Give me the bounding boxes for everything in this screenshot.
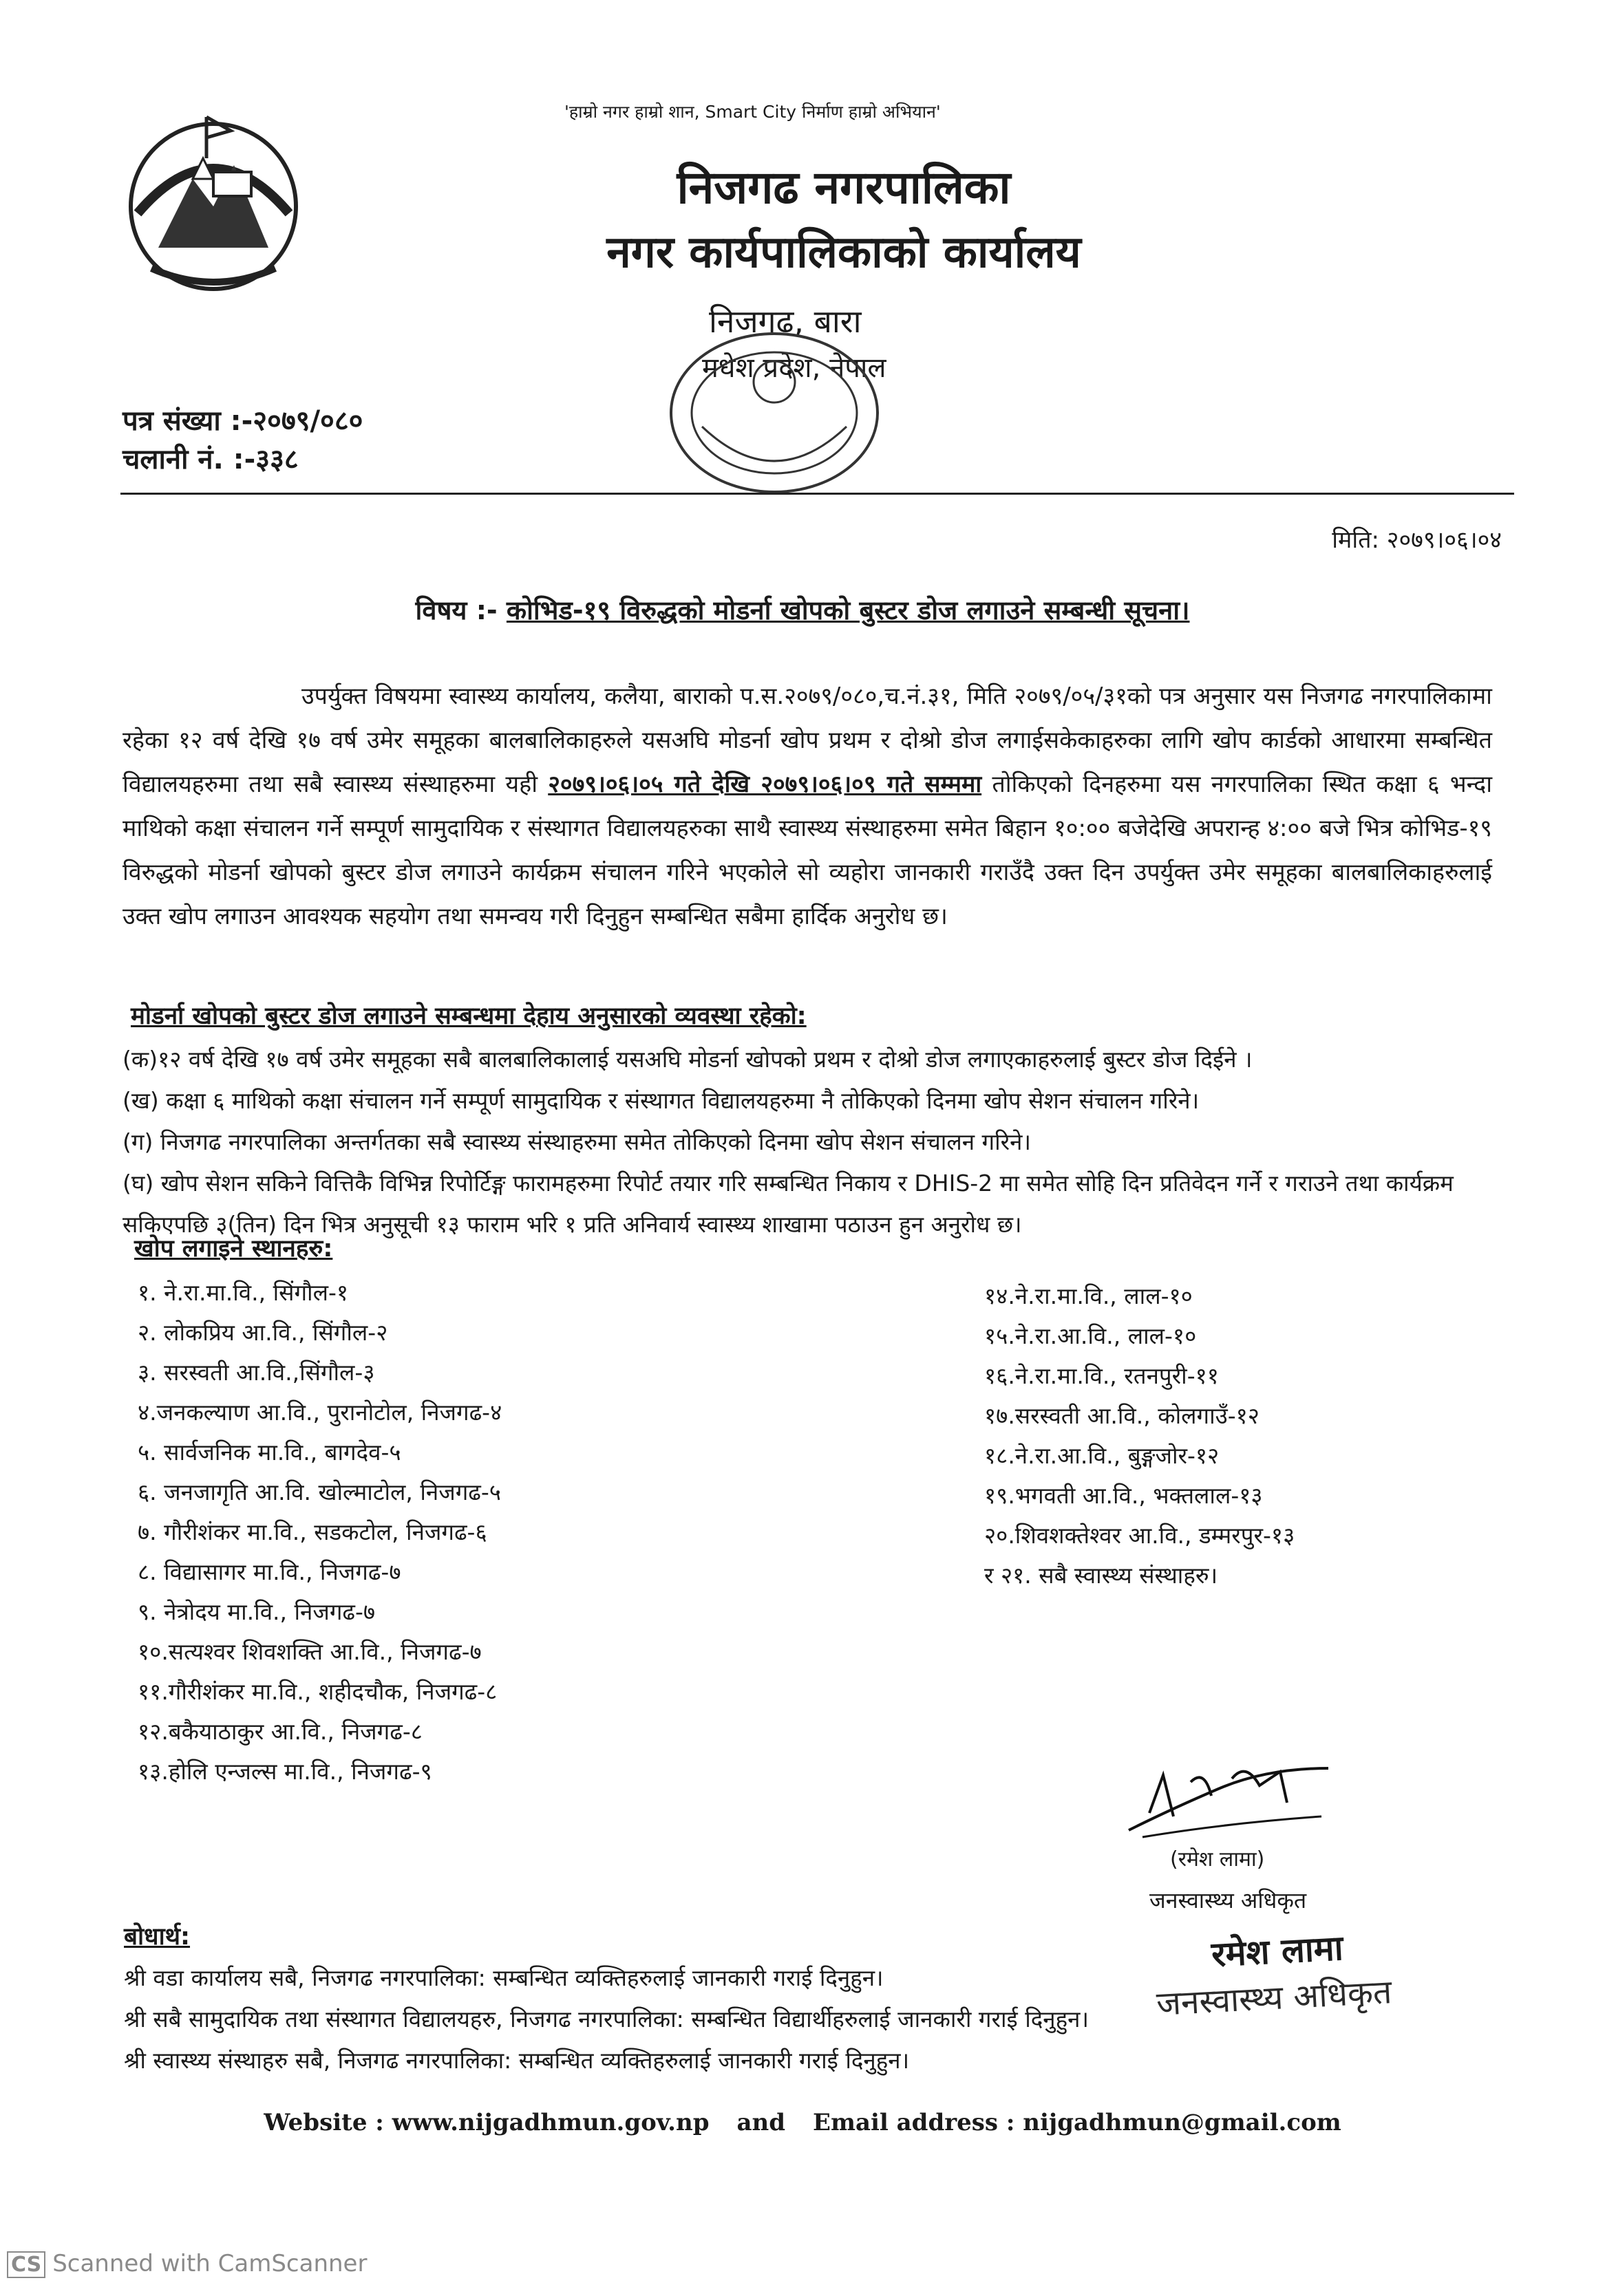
arrangement-item: (घ) खोप सेशन सकिने वित्तिकै विभिन्न रिपोर्टिङ्ग फारामहरुमा रिपोर्ट तयार गरि सम्बन्धित निकाय र DHIS-2 मा समेत सोहि दिन प्रतिवेदन गर्ने र गराउने तथा कार्यक्रम सकिएपछि ३(तिन) दिन भित्र अनुसूची १३ फाराम भरि १ प्रति अनिवार्य स्वास्थ्य शाखामा पठाउन हुन अनुरोध छ। (123, 1170, 1454, 1238)
header-divider (120, 493, 1514, 495)
location-item: २०.शिवशक्तेश्वर आ.वि., डम्मरपुर-१३ (984, 1522, 1295, 1549)
scanner-text: Scanned with CamScanner (52, 2250, 368, 2277)
subject-line (0, 592, 1605, 627)
location-item: ४.जनकल्याण आ.वि., पुरानोटोल, निजगढ-४ (138, 1399, 502, 1426)
locations-heading: खोप लगाइने स्थानहरु: (134, 1235, 333, 1263)
location-item: १८.ने.रा.आ.वि., बुङ्गजोर-१२ (984, 1442, 1220, 1469)
location-item: ७. गौरीशंकर मा.वि., सडकटोल, निजगढ-६ (138, 1519, 487, 1545)
subject-prefix: विषय :- (415, 595, 498, 625)
arrangements-heading: मोडर्ना खोपको बुस्टर डोज लगाउने सम्बन्धमा देहाय अनुसारको व्यवस्था रहेको: (131, 1002, 807, 1030)
location-item: १. ने.रा.मा.वि., सिंगौल-१ (138, 1279, 349, 1306)
cc-line: श्री वडा कार्यालय सबै, निजगढ नगरपालिका: सम्बन्धित व्यक्तिहरुलाई जानकारी गराई दिनुहुन। (124, 1964, 884, 1991)
letter-date: मिति: २०७९।०६।०४ (1332, 526, 1502, 554)
location-item: ५. सार्वजनिक मा.वि., बागदेव-५ (138, 1439, 401, 1466)
location-item: ६. जनजागृति आ.वि. खोल्माटोल, निजगढ-५ (138, 1479, 501, 1505)
body-part-2: तोकिएको दिनहरुमा यस नगरपालिका स्थित कक्षा ६ भन्दा माथिको कक्षा संचालन गर्ने सम्पूर्ण सामुदायिक र संस्थागत विद्यालयहरुका साथै स्वास्थ्य संस्थाहरुमा समेत बिहान १०:०० बजेदेखि अपरान्ह ४:०० बजे भित्र कोभिड-१९ विरुद्धको मोडर्ना खोपको बुस्टर डोज लगाउने कार्यक्रम संचालन गरिने भएकोले सो व्यहोरा जानकारी गराउँदै उक्त दिन उपर्युक्त उमेर समूहका बालबालिकाहरुलाई उक्त खोप लगाउन आवश्यक सहयोग तथा समन्वय गरी दिनुहुन सम्बन्धित सबैमा हार्दिक अनुरोध छ। (123, 771, 1492, 930)
office-name: नगर कार्यपालिकाको कार्यालय (606, 227, 1081, 278)
cc-heading: बोधार्थ: (124, 1923, 191, 1951)
locations-list-right (984, 1276, 1295, 1596)
location-item: ११.गौरीशंकर मा.वि., शहीदचौक, निजगढ-८ (138, 1678, 498, 1705)
cc-line: श्री सबै सामुदायिक तथा संस्थागत विद्यालयहरु, निजगढ नगरपालिका: सम्बन्धित विद्यार्थीहरुलाई जानकारी गराई दिनुहुन। (124, 2006, 1089, 2032)
address-line-1: निजगढ, बारा (709, 303, 862, 340)
arrangement-item: (ग) निजगढ नगरपालिका अन्तर्गतका सबै स्वास्थ्य संस्थाहरुमा समेत तोकिएको दिनमा खोप सेशन संचालन गरिने। (123, 1128, 1031, 1155)
title-stamp: जनस्वास्थ्य अधिकृत (1155, 1973, 1393, 2024)
signer-title: जनस्वास्थ्य अधिकृत (1149, 1887, 1307, 1913)
location-item: १५.ने.रा.आ.वि., लाल-१० (984, 1322, 1197, 1349)
footer-and: and (736, 2109, 786, 2136)
dispatch-number: चलानी नं. :-३३८ (123, 444, 299, 475)
location-item: ८. विद्यासागर मा.वि., निजगढ-७ (138, 1558, 401, 1585)
handwritten-signature (1115, 1748, 1342, 1851)
location-item: र २१. सबै स्वास्थ्य संस्थाहरु। (984, 1562, 1218, 1589)
camscanner-icon: CS (7, 2251, 45, 2278)
signer-name: (रमेश लामा) (1170, 1847, 1265, 1871)
location-item: १६.ने.रा.मा.वि., रतनपुरी-११ (984, 1362, 1219, 1389)
locations-list-left (138, 1273, 502, 1792)
arrangements-list (123, 1039, 1499, 1245)
location-item: १९.भगवती आ.वि., भक्तलाल-१३ (984, 1482, 1263, 1509)
office-seal-stamp (661, 323, 888, 530)
address-line-2: मधेश प्रदेश, नेपाल (702, 352, 886, 384)
subject-text: कोभिड-१९ विरुद्धको मोडर्ना खोपको बुस्टर डोज लगाउने सम्बन्धी सूचना। (506, 595, 1190, 625)
location-item: ९. नेत्रोदय मा.वि., निजगढ-७ (138, 1598, 376, 1625)
location-item: १२.बकैयाठाकुर आ.वि., निजगढ-८ (138, 1718, 423, 1745)
cc-list (124, 1957, 1089, 2081)
location-item: १०.सत्यश्वर शिवशक्ति आ.वि., निजगढ-७ (138, 1638, 482, 1665)
location-item: १३.होलि एन्जल्स मा.वि., निजगढ-९ (138, 1758, 432, 1785)
footer-email: Email address : nijgadhmun@gmail.com (813, 2109, 1341, 2136)
arrangement-item: (क)१२ वर्ष देखि १७ वर्ष उमेर समूहका सबै बालबालिकालाई यसअघि मोडर्ना खोपको प्रथम र दोश्रो डोज लगाएकाहरुलाई बुस्टर डोज दिईने । (123, 1046, 1253, 1073)
arrangement-item: (ख) कक्षा ६ माथिको कक्षा संचालन गर्ने सम्पूर्ण सामुदायिक र संस्थागत विद्यालयहरुमा नै तोकिएको दिनमा खोप सेशन संचालन गरिने। (123, 1087, 1200, 1114)
location-item: १७.सरस्वती आ.वि., कोलगाउँ-१२ (984, 1402, 1259, 1429)
slogan: 'हाम्रो नगर हाम्रो शान, Smart City निर्माण हाम्रो अभियान' (564, 102, 941, 122)
location-item: १४.ने.रा.मा.वि., लाल-१० (984, 1283, 1193, 1309)
cc-line: श्री स्वास्थ्य संस्थाहरु सबै, निजगढ नगरपालिका: सम्बन्धित व्यक्तिहरुलाई जानकारी गराई दिनुहुन। (124, 2047, 910, 2074)
name-stamp: रमेश लामा (1210, 1928, 1344, 1975)
location-item: ३. सरस्वती आ.वि.,सिंगौल-३ (138, 1359, 375, 1386)
footer-contact (0, 2109, 1605, 2136)
scanner-watermark (7, 2250, 367, 2278)
body-date-range: २०७९।०६।०५ गते देखि २०७९।०६।०९ गते सम्ममा (548, 771, 982, 798)
body-part-1: उपर्युक्त विषयमा स्वास्थ्य कार्यालय, कलैया, बाराको प.स.२०७९/०८०,च.नं.३१, मिति २०७९/०५/३१को पत्र अनुसार यस निजगढ नगरपालिकामा रहेका १२ वर्ष देखि १७ वर्ष उमेर समूहका बालबालिकाहरुले यसअघि मोडर्ना खोप प्रथम र दोश्रो डोज लगाईसकेकाहरुका लागि खोप कार्डको आधारमा सम्बन्धित विद्यालयहरुमा तथा सबै स्वास्थ्य संस्थाहरुमा यही (123, 683, 1492, 798)
letter-number: पत्र संख्या :-२०७९/०८० (123, 405, 363, 437)
body-paragraph (123, 674, 1492, 938)
location-item: २. लोकप्रिय आ.वि., सिंगौल-२ (138, 1319, 388, 1346)
organization-name: निजगढ नगरपालिका (677, 161, 1011, 214)
footer-website: Website : www.nijgadhmun.gov.np (264, 2109, 710, 2136)
